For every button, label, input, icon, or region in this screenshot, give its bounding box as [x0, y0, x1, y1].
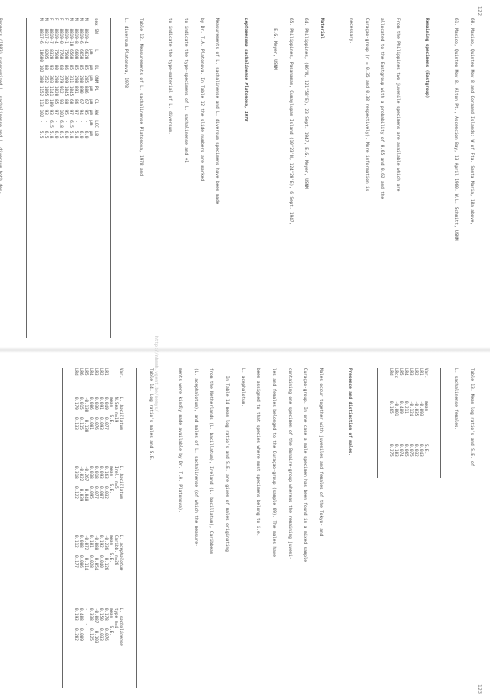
table-cell: 10600 — [38, 49, 44, 62]
table-cell: LR1 — [418, 368, 424, 376]
paragraph-line: ments were kindly made available by Dr. T.A. Platonova). — [177, 368, 183, 513]
table-cell: - — [73, 120, 79, 123]
paragraph-line: been assigned to that species where most specimens belong to i.e. — [255, 368, 261, 537]
table-cell: -0.130 0.130 — [84, 397, 90, 433]
table-cell: 1095 — [43, 86, 49, 97]
table-subheader-cell: type n=4 — [114, 608, 120, 629]
table-cell: 7500 — [53, 49, 59, 60]
table-cell: M — [73, 18, 79, 21]
table-cell: 6.5 — [58, 130, 64, 139]
paragraph-line: Curaçao-group (r = 0.35 and 0.38 respectively). More information is — [363, 18, 369, 192]
table-cell: 93 — [48, 64, 54, 70]
table-row — [99, 368, 104, 681]
table-caption: Table 12. Measurements of L. sachalinense Platonova, 1978 and — [138, 18, 144, 176]
table-cell: 285 — [83, 75, 89, 83]
unit-cell: µm — [88, 86, 94, 92]
paragraph-line: Males occur together with juveniles and females of the Tokyo- and — [317, 368, 323, 537]
table-subheader-cell: mean S.E. — [109, 397, 115, 425]
table-row — [39, 18, 44, 141]
right-page — [0, 350, 490, 700]
table-cell: 102 — [38, 64, 44, 73]
table-row — [59, 18, 64, 141]
table-cell: 912 — [58, 86, 64, 94]
table-cell: -0.236 0.126 — [104, 535, 110, 571]
table-cell: 8817-6 — [38, 28, 44, 44]
table-row — [49, 18, 54, 141]
table-cell: 0.275 — [388, 444, 394, 457]
table-cell: 0.165 — [388, 401, 394, 414]
table-cell: 6560 — [68, 49, 74, 60]
table-header-cell: AW — [93, 109, 99, 115]
table-cell: 6.8 — [58, 120, 64, 128]
table-cell: 85 — [68, 64, 74, 70]
table-cell: 0.181 0.028 — [89, 535, 95, 568]
table-cell: 83 — [43, 99, 49, 105]
table-cell: 8205 — [43, 49, 49, 60]
table-cell: 0.065 — [403, 444, 409, 457]
table-cell: 0.192 0.040 — [99, 535, 105, 568]
table-subheader-cell: mean S.E. — [109, 466, 115, 494]
table-cell: 5.8 — [48, 130, 54, 139]
table-cell: 97 — [73, 109, 79, 115]
measurements-table-body — [39, 18, 89, 141]
table-cell: -0.124 — [408, 401, 414, 417]
material-line: E.G. Meyer, USNM — [272, 18, 278, 70]
table-row — [74, 368, 79, 681]
table-cell: LRcc — [393, 368, 399, 379]
table-cell: 298 — [73, 75, 79, 83]
table-cell: LRd — [388, 368, 394, 376]
table-cell: 94 — [78, 109, 84, 115]
watermark-url: http://nhmmh.vgent.be/nemys/ — [153, 336, 158, 412]
table-row — [419, 368, 424, 477]
table-cell: 67 — [83, 99, 89, 105]
table-cell: M — [83, 18, 89, 21]
table-cell: 311 — [68, 75, 74, 83]
table-cell: 5.8 — [68, 130, 74, 139]
table-cell: LR2 — [99, 368, 105, 376]
mean-log-ratio-body — [389, 368, 424, 477]
table-cell: 280 — [78, 75, 84, 83]
table-cell: 0.088 0.086 — [79, 535, 85, 568]
table-cell: LRd — [74, 368, 80, 376]
material-line: 64. Philippines, (06°N, 121°58'E), 23 Sept. 1947, E.G. Meyer, USNM — [303, 18, 309, 189]
table-cell: 101 — [58, 109, 64, 118]
table-header-cell: CL — [93, 99, 99, 105]
table-cell: 68 — [58, 64, 64, 70]
table-cell: 85 — [83, 64, 89, 70]
table-cell: F — [48, 18, 54, 21]
paragraph-line: In Table 14 mean log ratio's and S.E. are given of males originating — [224, 368, 230, 552]
table-cell: 60 — [68, 99, 74, 105]
reference-line: 61. Maxico, Quinteo Mov 8. Alton Pt., Ascencion Bay, 13 April 1960. W.L. Schmitt, USNM — [452, 18, 458, 241]
table-cell: 0.074 — [398, 444, 404, 457]
table-cell: 85 — [73, 64, 79, 70]
table-units-row — [89, 18, 94, 141]
table-cell: M — [38, 18, 44, 21]
table-cell: 1141 — [48, 86, 54, 97]
table-cell: 8819-8 — [73, 28, 79, 44]
table-cell: 890 — [78, 86, 84, 94]
table-cell: LR5 — [84, 368, 90, 376]
table-cell: 6650 — [78, 49, 84, 60]
table-cell: 298 — [53, 75, 59, 83]
table-cell: F — [58, 18, 64, 21]
table-cell: 0.150 0.033 — [99, 608, 105, 641]
table-subheader-cell: mean S.E. — [109, 608, 115, 636]
table-cell: 8819-7 — [48, 28, 54, 44]
table-cell: 8819-4 — [53, 28, 59, 44]
table-cell: M — [43, 18, 49, 21]
table-cell: -0.001 — [393, 401, 399, 417]
table-cell: 7500 — [63, 49, 69, 60]
table-cell: 8819-1 — [63, 28, 69, 44]
section-heading-remaining: Remaining specimens (Eastgroup) — [423, 18, 429, 99]
table-cell: 93 — [48, 109, 54, 115]
table-row — [399, 368, 404, 477]
table-cell: 6.0 — [63, 130, 69, 139]
paragraph-line — [0, 18, 2, 338]
table-header-cell: mean — [423, 401, 429, 412]
table-header-row — [424, 368, 429, 477]
table-cell: 0.489 — [398, 401, 404, 414]
table-cell: 0.338 0.125 — [89, 608, 95, 641]
table-row — [94, 368, 99, 681]
table-caption: L. diversum Platonova, 1978 — [122, 18, 128, 88]
table-header-cell: ONM — [93, 75, 99, 83]
table-cell: 86 — [63, 64, 69, 70]
right-page-text — [50, 368, 484, 688]
table-cell: 97 — [53, 109, 59, 115]
table-cell: 0.112 0.177 — [74, 535, 80, 568]
table-cell: 6.0 — [53, 130, 59, 139]
unit-cell: µm — [88, 120, 94, 126]
table-cell: F — [63, 18, 69, 21]
measurements-table — [39, 18, 99, 141]
table-subheader-cell: Caribb. n=26 — [114, 535, 120, 566]
table-cell: 279 — [58, 75, 64, 83]
section-heading-presence: Presence and distinction of males. — [346, 368, 352, 456]
table-cell: M — [68, 18, 74, 21]
table-cell: 0.179 0.133 — [74, 397, 80, 430]
table-cell: 1152 — [38, 86, 44, 97]
mean-log-ratio-table — [389, 368, 429, 477]
table-subheader-cell: Irel. n=5 — [114, 466, 120, 489]
table-cell: 6.5 — [68, 120, 74, 128]
section-heading-material: Material — [319, 18, 325, 39]
table-header-cell: L. bacillatum — [119, 466, 125, 499]
table-cell: 0.018 0.077 — [94, 466, 100, 499]
page-number-left: 122 — [476, 6, 482, 16]
table-header-cell: LCC — [93, 120, 99, 128]
table-subheader-row — [109, 368, 114, 681]
table-cell: 0.103 — [393, 444, 399, 457]
paragraph-line: From the Philippines two juvenile specimens are available which are — [394, 18, 400, 192]
table-cell: 102 — [38, 109, 44, 118]
table-cell: 7760 — [58, 49, 64, 60]
paragraph-line: by Dr. T.A. Platonova. In Table 12 the slide numbers are marked — [198, 18, 204, 181]
left-page-text — [0, 18, 484, 338]
table-cell: 8817-2 — [43, 28, 49, 44]
table-cell: - — [38, 120, 44, 123]
table-row — [389, 368, 394, 477]
table-row — [414, 368, 419, 477]
table-header-cell: LB — [93, 130, 99, 136]
table-cell: 6.0 — [83, 130, 89, 139]
table-cell: 1045 — [63, 86, 69, 97]
table-cell: 88 — [63, 99, 69, 105]
table-cell: 8819-0 — [58, 28, 64, 44]
paragraph-line: les and females belonged to the Curaçao-group (sample 69). The males have — [270, 368, 276, 557]
table-cell: LR4 — [403, 368, 409, 376]
table-caption: Table 13. Mean log ratio's and S.E. of — [468, 368, 474, 467]
table-cell: -0.093 — [418, 401, 424, 417]
table-cell: -0.267 0.048 — [84, 466, 90, 502]
table-cell: 109 — [48, 99, 54, 107]
table-cell: 0.038 0.095 — [89, 466, 95, 499]
table-header-cell: L. bacillatum — [119, 397, 125, 430]
table-cell: LR2 — [413, 368, 419, 376]
paragraph-line: (L. acephalotum), and males of L. sachalinense (of which the measure- — [192, 368, 198, 547]
table-row — [69, 18, 74, 141]
unit-cell: µm — [88, 109, 94, 115]
paragraph-line: containing one specimen of the Bonaire-group whereas the remaining juveni- — [286, 368, 292, 560]
table-cell: 86 — [73, 99, 79, 105]
paragraph-line: allocated to the Eastgroup with a probability of 0.65 and 0.62 and the — [379, 18, 385, 200]
table-header-cell: SN — [93, 28, 99, 34]
unit-cell: µm — [88, 75, 94, 81]
table-header-row — [94, 18, 99, 141]
table-subheader-cell: N.Sea n=19 — [114, 397, 120, 423]
table-cell: 5.8 — [73, 130, 79, 139]
table-row — [79, 18, 84, 141]
table-cell: 891 — [73, 86, 79, 94]
table-cell: LR6 — [79, 368, 85, 376]
table-cell: 6600 — [73, 49, 79, 60]
reference-line: 60. Maxixo, Quinteo Mov 8 and Coraand Islands: W of Fta. Santa Maria, 18a above, — [468, 18, 474, 225]
paragraph-line: Measurements of L. sachalinense and L. diversum specimens have been made — [214, 18, 220, 205]
table-cell: - — [83, 120, 89, 123]
table-cell: 0.318 0.122 — [74, 466, 80, 499]
table-cell: 0.211 — [403, 401, 409, 414]
table-cell: 0.049 0.077 — [104, 397, 110, 430]
table-cell: 6.0 — [78, 130, 84, 139]
table-header-cell: L — [93, 49, 99, 52]
male-log-ratio-body — [74, 368, 109, 681]
table-cell: 67 — [78, 99, 84, 105]
table-row — [404, 368, 409, 477]
unit-cell: µm — [88, 64, 94, 70]
paragraph-line: from the Netherlands (L. bacillatum), Ireland (L. bacillatum), Caribbean — [208, 368, 214, 555]
table-cell: LR1 — [104, 368, 110, 376]
table-cell: -0.022 0.039 — [79, 466, 85, 502]
unit-cell: µm — [88, 99, 94, 105]
table-cell: 352 — [43, 75, 49, 83]
table-cell: - — [43, 120, 49, 123]
table-cell: 93 — [58, 99, 64, 105]
table-cell: 85 — [78, 64, 84, 70]
table-cell: 0.408 0.089 — [79, 608, 85, 641]
table-cell: 0.193 0.202 — [74, 608, 80, 641]
table-cell: LR3 — [408, 368, 414, 376]
table-cell: 0.030 0.076 — [94, 397, 100, 430]
table-cell: LR3 — [94, 368, 100, 376]
table-cell: 80 — [53, 64, 59, 70]
table-cell: 886 — [83, 86, 89, 94]
table-cell: 5.5 — [38, 130, 44, 139]
table-row — [394, 368, 399, 477]
table-cell: 6.5 — [43, 130, 49, 139]
paragraph-line: to indicate the type-material of L. diversum. — [167, 18, 173, 135]
table-cell: 0.178 0.076 — [104, 608, 110, 641]
table-cell: - - — [84, 608, 90, 626]
table-cell: F — [53, 18, 59, 21]
species-heading: Leptomesoma sachalinense Platonova, 1978 — [243, 18, 249, 122]
table-cell: 0.086 0.081 — [89, 397, 95, 430]
table-cell: 8819-10 — [68, 28, 74, 47]
table-header-row — [119, 368, 124, 681]
table-row — [89, 368, 94, 681]
table-header-cell: OL — [93, 64, 99, 70]
table-cell: 97 — [68, 109, 74, 115]
table-cell: 93 — [43, 109, 49, 115]
table-header-cell: Var. — [119, 368, 125, 379]
table-cell: - — [78, 120, 84, 123]
table-cell: 95 — [63, 109, 69, 115]
table-header-cell: Var. — [423, 368, 429, 379]
paragraph-line: to indicate the type-specimens of L. sachalinense and +1 — [183, 18, 189, 163]
table-cell: 1045 — [68, 86, 74, 97]
table-cell: 95 — [83, 109, 89, 115]
table-cell: 113 — [38, 99, 44, 107]
table-row — [409, 368, 414, 477]
table-cell: 309 — [63, 75, 69, 83]
table-cell: LR4 — [89, 368, 95, 376]
table-cell: -0.035 — [413, 401, 419, 417]
table-header-cell: S.E. — [423, 444, 429, 455]
table-cell: -0.087 0.103 — [94, 608, 100, 644]
table-cell: 303 — [48, 75, 54, 83]
table-cell: 8320 — [48, 49, 54, 60]
table-cell: 6.5 — [48, 120, 54, 128]
table-cell: 0.075 — [408, 444, 414, 457]
table-cell: 8819-4 — [83, 28, 89, 44]
table-cell: -0.072 0.114 — [84, 535, 90, 571]
table-cell: LR5 — [398, 368, 404, 376]
page-number-right: 123 — [476, 684, 482, 694]
table-subheader-cell — [109, 368, 114, 397]
table-cell: - — [63, 120, 69, 123]
table-cell: M — [78, 18, 84, 21]
table-row — [79, 368, 84, 681]
table-cell: 1020 — [53, 86, 59, 97]
table-caption: L. sachalinense females. — [452, 368, 458, 431]
table-header-cell: PL — [93, 86, 99, 92]
table-cell: 0.015 0.115 — [79, 397, 85, 430]
table-header-cell: sex — [93, 18, 99, 26]
paragraph-line: L. acephalotum. — [239, 368, 245, 407]
paragraph-line: necessary. — [348, 18, 354, 44]
table-header-cell: L. acephalotum — [119, 535, 125, 571]
table-subheader-cell: mean S.E. — [109, 535, 115, 563]
table-cell: 88 — [43, 64, 49, 70]
table-caption: Table 14. Log ratio's males and S.E. — [148, 368, 154, 462]
table-cell: 8819-6 — [78, 28, 84, 44]
table-header-cell: L. sachalinense — [119, 608, 125, 646]
table-cell: 0.093 0.087 — [99, 466, 105, 499]
table-cell: 0.043 — [418, 444, 424, 457]
male-log-ratio-table — [74, 368, 124, 681]
unit-cell: µm — [88, 49, 94, 55]
table-cell: - — [53, 120, 59, 123]
table-cell: -0.088 0.054 — [94, 535, 100, 571]
paragraph-line: Curaçao-group. In one case a male specimen has been found in a mixed sample — [302, 368, 308, 563]
table-row — [74, 18, 79, 141]
table-cell: 380 — [38, 75, 44, 83]
table-cell: 6620 — [83, 49, 89, 60]
table-row — [104, 368, 109, 681]
unit-cell: µm — [88, 130, 94, 136]
table-cell: 0.032 — [413, 444, 419, 457]
table-cell: 85 — [53, 99, 59, 105]
table-cell: 0.163 0.032 — [104, 466, 110, 499]
material-line: 65. Philippines, Pasanaman, Cumaylupan Island (10°23'N, 124°20'E), 6 Sept. 1947, — [287, 18, 293, 225]
table-cell: 0.091 0.093 — [99, 397, 105, 430]
